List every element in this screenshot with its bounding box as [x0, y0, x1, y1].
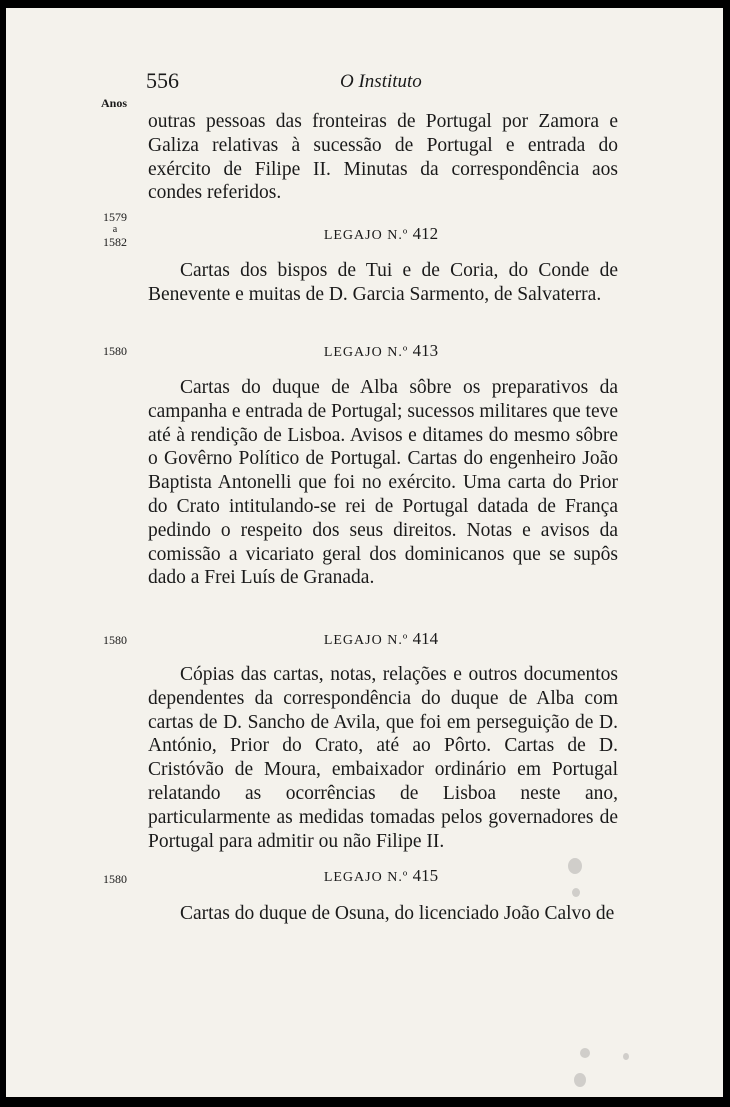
legajo-heading-412: [146, 224, 616, 244]
legajo-number: 412: [412, 224, 439, 243]
legajo-label: LEGAJO N.º: [323, 633, 409, 648]
year-line: 1580: [103, 872, 127, 886]
year-line: 1579: [103, 210, 127, 224]
entry-413-text: Cartas do duque de Alba sôbre os preparativos da campanha e entrada de Portugal; sucessos militares que teve até à rendição de Lisboa. Avisos e ditames do mesmo sôbre o Govêrno Político de Portugal. Cartas do engenheiro João Baptista Antonelli que foi no exército. Uma carta do Prior do Crato intitulando-se rei de Portugal datada de França pedindo o respeito dos seus direitos. Notas e avisos da comissão a vicariato geral dos dominicanos que se supôs dado a Frei Luís de Granada.: [148, 377, 618, 589]
margin-years-label: Anos: [101, 96, 128, 110]
legajo-label: LEGAJO N.º: [323, 870, 409, 885]
legajo-heading-414: [146, 629, 616, 649]
entry-413-year: [95, 344, 135, 358]
page-number: 556: [146, 68, 179, 93]
year-line: 1580: [103, 344, 127, 358]
scan-speck: [580, 1048, 590, 1058]
scan-speck: [568, 858, 582, 874]
legajo-heading-413: [146, 341, 616, 361]
scan-speck: [572, 888, 580, 897]
year-line: 1582: [103, 235, 127, 249]
legajo-label: LEGAJO N.º: [323, 345, 409, 360]
scan-speck: [574, 1073, 586, 1087]
legajo-label: LEGAJO N.º: [323, 228, 409, 243]
legajo-heading-415: [146, 866, 616, 886]
continuation-paragraph: outras pessoas das fronteiras de Portugal por Zamora e Galiza relativas à sucessão de Portugal e entrada do exército de Filipe II. Minutas da correspondência aos condes referidos.: [148, 111, 618, 204]
scan-speck: [623, 1053, 629, 1060]
entry-414-text: Cópias das cartas, notas, relações e outros documentos dependentes da correspondência do duque de Alba com cartas de D. Sancho de Avila, que foi em perseguição de D. António, Prior do Crato, até ao Pôrto. Cartas de D. Cristóvão de Moura, embaixador ordinário em Portugal relatando as ocorrências de Lisboa neste ano, particularmente as medidas tomadas pelos governadores de Portugal para admitir ou não Filipe II.: [148, 664, 618, 852]
entry-412-years: [95, 210, 135, 249]
year-line: a: [112, 224, 118, 235]
entry-415-year: [95, 872, 135, 886]
legajo-number: 415: [412, 866, 439, 885]
legajo-number: 414: [412, 629, 439, 648]
entry-415-text: Cartas do duque de Osuna, do licenciado João Calvo de: [180, 903, 615, 924]
legajo-number: 413: [412, 341, 439, 360]
year-line: 1580: [103, 633, 127, 647]
document-page: [6, 8, 723, 1097]
running-title: O Instituto: [340, 71, 422, 92]
entry-414-year: [95, 633, 135, 647]
entry-412-text: Cartas dos bispos de Tui e de Coria, do Conde de Benevente e muitas de D. Garcia Sarmento, de Salvaterra.: [148, 260, 618, 305]
